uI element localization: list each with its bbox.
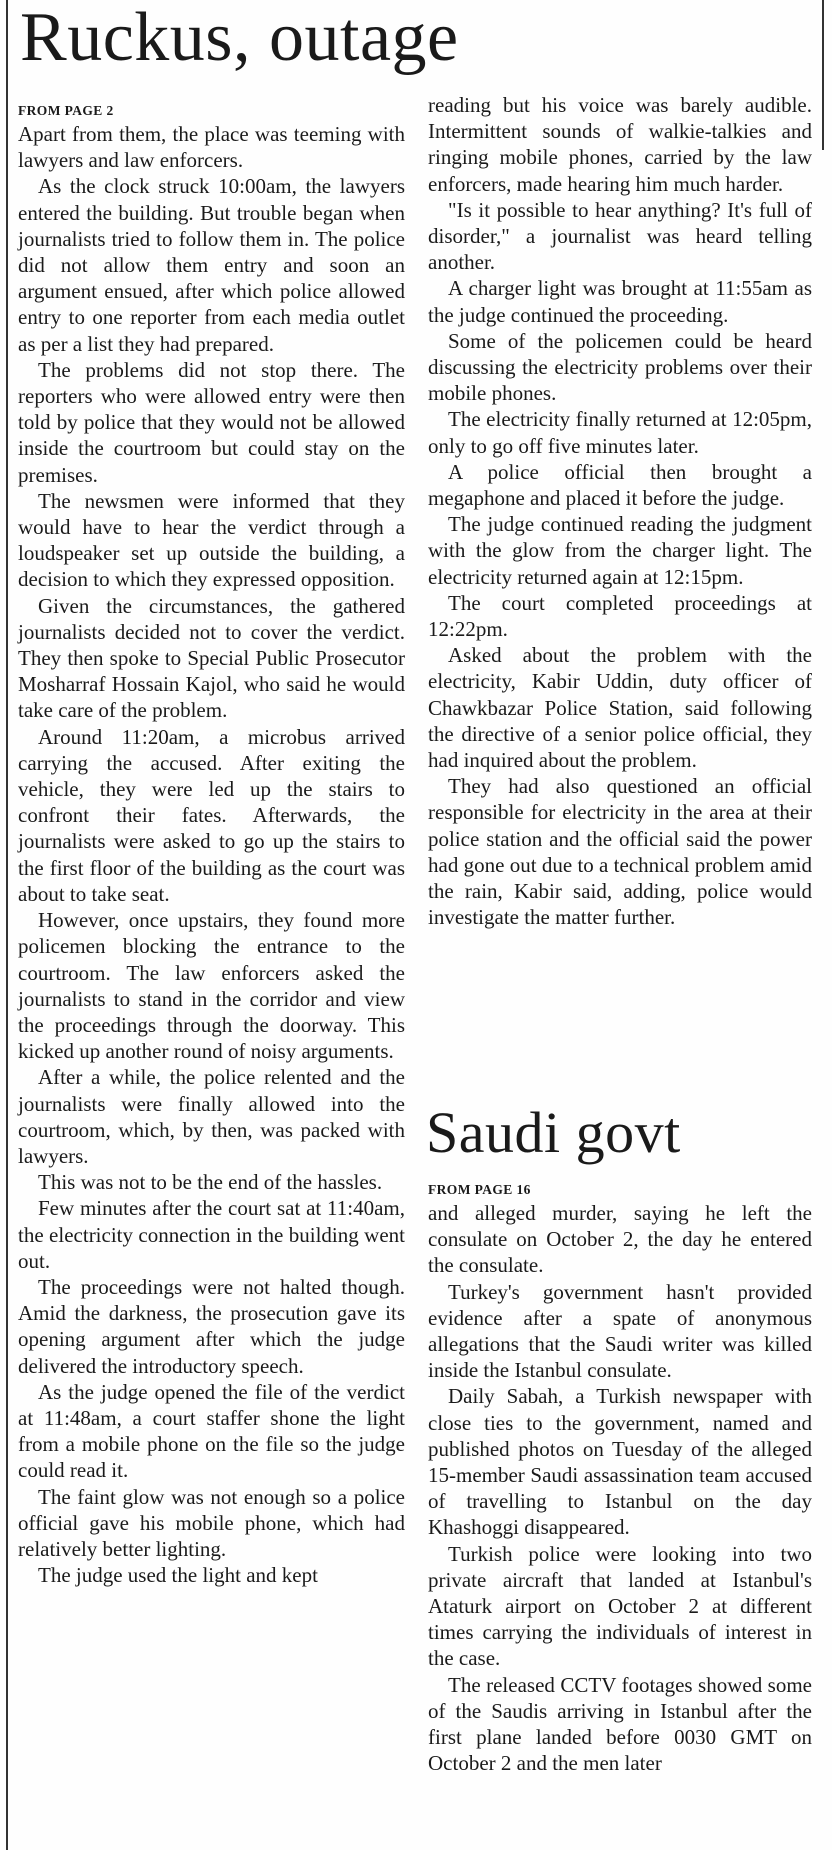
article1-left-column bbox=[18, 101, 405, 1588]
paragraph: After a while, the police relented and the journalists were finally allowed into the courtroom, which, by then, was packed with lawyers. bbox=[18, 1065, 405, 1168]
left-column-rule bbox=[6, 0, 8, 1850]
paragraph: reading but his voice was barely audible. Intermittent sounds of walkie-talkies and ringing mobile phones, carried by the law enforcers, made hearing him much harder. bbox=[428, 93, 812, 196]
paragraph: Turkish police were looking into two private aircraft that landed at Istanbul's Ataturk airport on October 2 at different times carrying the individuals of interest in the case. bbox=[428, 1541, 812, 1671]
headline-ruckus-outage: Ruckus, outage bbox=[20, 0, 459, 76]
article2-kicker: FROM PAGE 16 bbox=[428, 1182, 531, 1197]
paragraph: The newsmen were informed that they would have to hear the verdict through a loudspeaker set up outside the building, a decision to which they expressed opposition. bbox=[18, 488, 405, 592]
paragraph: The judge continued reading the judgment with the glow from the charger light. The electricity returned again at 12:15pm. bbox=[428, 512, 812, 589]
paragraph: A charger light was brought at 11:55am as the judge continued the proceeding. bbox=[428, 276, 812, 327]
paragraph: The faint glow was not enough so a police official gave his mobile phone, which had relatively better lighting. bbox=[18, 1484, 405, 1561]
paragraph: However, once upstairs, they found more policemen blocking the entrance to the courtroom. The law enforcers asked the journalists to stand in the corridor and view the proceedings through the doorway. This kicked up another round of noisy arguments. bbox=[18, 908, 405, 1064]
article2-column bbox=[428, 1180, 812, 1776]
paragraph: Apart from them, the place was teeming with lawyers and law enforcers. bbox=[18, 122, 405, 173]
paragraph: Given the circumstances, the gathered journalists decided not to cover the verdict. They then spoke to Special Public Prosecutor Mosharraf Hossain Kajol, who said he would take care of the problem. bbox=[18, 593, 405, 723]
paragraph: As the judge opened the file of the verdict at 11:48am, a court staffer shone the light from a mobile phone on the file so the judge could read it. bbox=[18, 1379, 405, 1483]
paragraph: This was not to be the end of the hassles. bbox=[38, 1170, 383, 1195]
paragraph: Asked about the problem with the electricity, Kabir Uddin, duty officer of Chawkbazar Police Station, said following the directive of a senior police official, they had inquired about the problem. bbox=[428, 643, 812, 773]
right-column-rule bbox=[822, 0, 824, 150]
headline-saudi-govt: Saudi govt bbox=[426, 1100, 681, 1165]
paragraph: Around 11:20am, a microbus arrived carrying the accused. After exiting the vehicle, they were led up the stairs to confront their fates. Afterwards, the journalists were asked to go up the stairs to the first floor of the building as the court was about to take seat. bbox=[18, 724, 405, 906]
paragraph: "Is it possible to hear anything? It's full of disorder," a journalist was heard telling another. bbox=[428, 197, 812, 275]
paragraph: A police official then brought a megaphone and placed it before the judge. bbox=[428, 459, 812, 511]
article2-body bbox=[428, 1200, 812, 1776]
paragraph: As the clock struck 10:00am, the lawyers entered the building. But trouble began when journalists tried to follow them in. The police did not allow them entry and soon an argument ensued, after which police allowed entry to one reporter from each media outlet as per a list they had prepared. bbox=[18, 174, 405, 356]
paragraph: Turkey's government hasn't provided evidence after a spate of anonymous allegations that the Saudi writer was killed inside the Istanbul consulate. bbox=[428, 1279, 812, 1383]
article1-kicker: FROM PAGE 2 bbox=[18, 103, 114, 118]
article1-right-column bbox=[428, 92, 812, 931]
paragraph: The released CCTV footages showed some of the Saudis arriving in Istanbul after the first plane landed before 0030 GMT on October 2 and the men later bbox=[428, 1672, 812, 1776]
paragraph: The proceedings were not halted though. Amid the darkness, the prosecution gave its opening argument after which the judge delivered the introductory speech. bbox=[18, 1274, 405, 1378]
paragraph: Daily Sabah, a Turkish newspaper with close ties to the government, named and published photos on Tuesday of the alleged 15-member Saudi assassination team accused of travelling to Istanbul on the day Khashoggi disappeared. bbox=[428, 1384, 812, 1540]
paragraph: and alleged murder, saying he left the consulate on October 2, the day he entered the consulate. bbox=[428, 1201, 812, 1278]
paragraph: Few minutes after the court sat at 11:40am, the electricity connection in the building went out. bbox=[18, 1196, 405, 1273]
paragraph: The court completed proceedings at 12:22pm. bbox=[428, 590, 812, 642]
paragraph: The problems did not stop there. The reporters who were allowed entry were then told by police that they would not be allowed inside the courtroom but could stay on the premises. bbox=[18, 357, 405, 487]
article1-right-body bbox=[428, 92, 812, 931]
paragraph: They had also questioned an official responsible for electricity in the area at their police station and the official said the power had gone out due to a technical problem amid the rain, Kabir said, adding, police would investigate the matter further. bbox=[428, 774, 812, 930]
article1-left-body bbox=[18, 121, 405, 1588]
paragraph: The electricity finally returned at 12:05pm, only to go off five minutes later. bbox=[428, 407, 812, 458]
paragraph: The judge used the light and kept bbox=[38, 1563, 318, 1588]
paragraph: Some of the policemen could be heard discussing the electricity problems over their mobile phones. bbox=[428, 328, 812, 406]
